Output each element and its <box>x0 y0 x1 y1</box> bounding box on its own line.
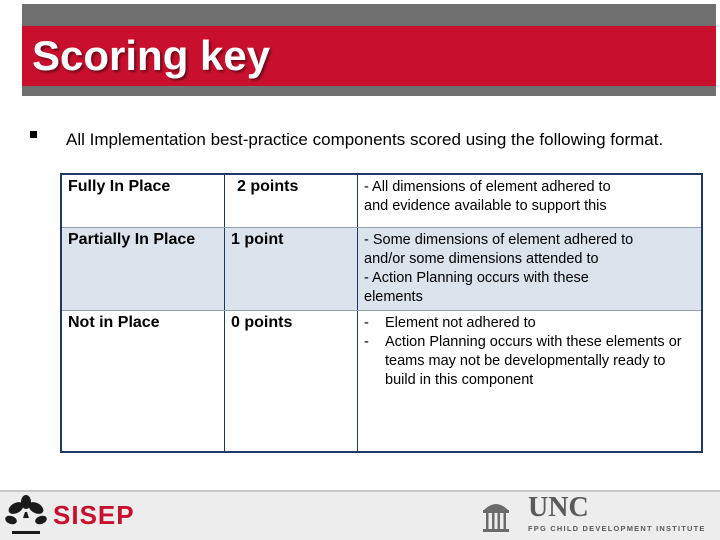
description-line: - Action Planning occurs with these <box>364 270 589 286</box>
points-cell: 0 points <box>225 311 358 453</box>
sisep-logo-text: SISEP <box>53 500 135 530</box>
description-line: elements <box>364 289 423 305</box>
title-bar <box>22 26 716 86</box>
sisep-logo-icon <box>4 494 48 536</box>
list-item: - Element not adhered to <box>364 314 695 333</box>
table-row <box>61 311 702 453</box>
points-value: 2 points <box>237 178 299 195</box>
footer-divider <box>0 490 720 492</box>
table-row <box>61 174 702 228</box>
scoring-table <box>60 173 703 453</box>
intro-text: All Implementation best-practice components scored using the following format. <box>66 130 664 149</box>
fpg-institute-text: FPG CHILD DEVELOPMENT INSTITUTE <box>528 524 706 533</box>
description-line: and evidence available to support this <box>364 198 607 214</box>
points-cell <box>225 174 358 228</box>
level-cell: Partially In Place <box>61 228 225 311</box>
description-list <box>364 314 695 390</box>
bullet-square-icon <box>30 131 37 138</box>
description-cell <box>358 228 703 311</box>
table-row <box>61 228 702 311</box>
unc-logo-text: UNC <box>528 492 589 523</box>
old-well-logo-icon <box>482 498 510 534</box>
description-line: - All dimensions of element adhered to <box>364 179 611 195</box>
points-cell: 1 point <box>225 228 358 311</box>
description-line: and/or some dimensions attended to <box>364 251 599 267</box>
footer <box>0 490 720 540</box>
title-band <box>22 4 716 96</box>
list-item: - Action Planning occurs with these elements or teams may not be developmentally ready to build in this component <box>364 333 695 390</box>
page-title: Scoring key <box>32 32 271 79</box>
level-cell: Not in Place <box>61 311 225 453</box>
description-cell <box>358 311 703 453</box>
description-cell <box>358 174 703 228</box>
description-line: - Some dimensions of element adhered to <box>364 232 634 248</box>
level-cell: Fully In Place <box>61 174 225 228</box>
